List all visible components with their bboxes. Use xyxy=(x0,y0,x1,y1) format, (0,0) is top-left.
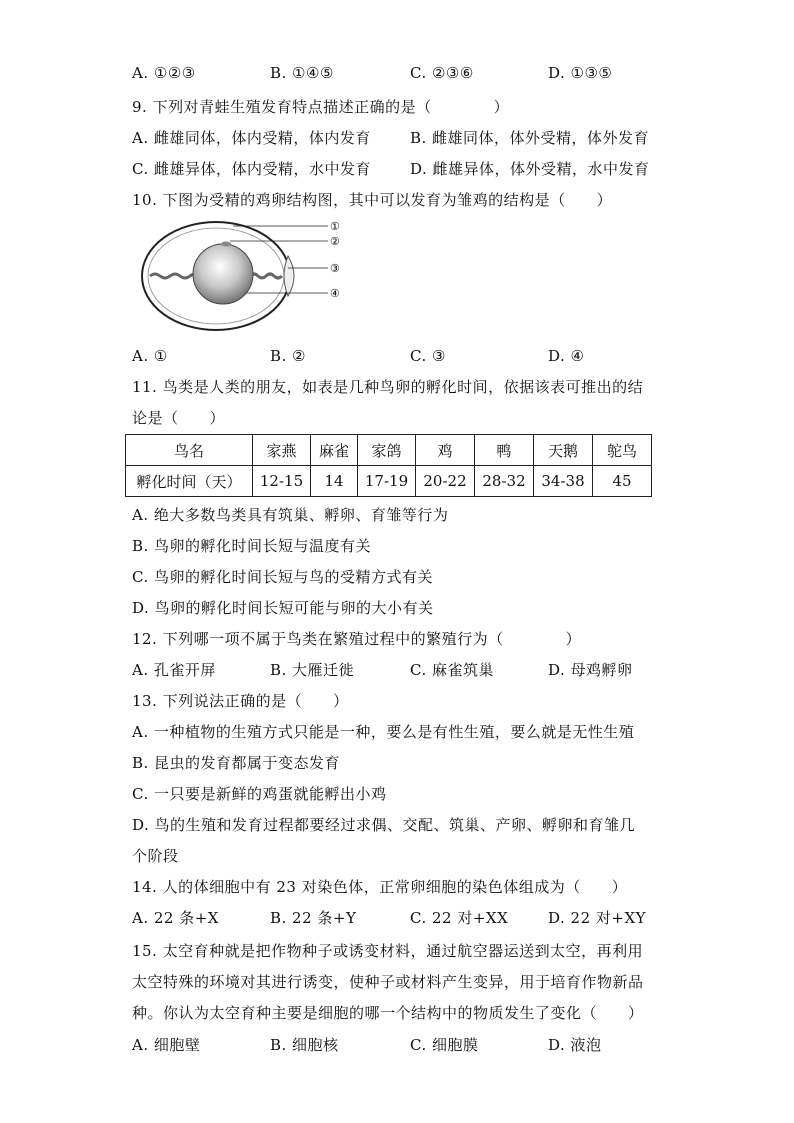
q13-option-d-continuation: 个阶段 xyxy=(132,847,179,865)
table-cell: 鸟名 xyxy=(126,435,253,466)
q12-option-b: B. 大雁迁徙 xyxy=(270,661,355,679)
q11-option-b: B. 鸟卵的孵化时间长短与温度有关 xyxy=(132,537,372,555)
table-cell: 天鹅 xyxy=(534,435,593,466)
q10-option-a: A. ① xyxy=(132,347,168,365)
q12-option-c: C. 麻雀筑巢 xyxy=(410,661,494,679)
table-cell: 28-32 xyxy=(475,466,534,497)
egg-structure-diagram xyxy=(138,216,348,336)
q11-option-d: D. 鸟卵的孵化时间长短可能与卵的大小有关 xyxy=(132,599,434,617)
q13-option-a: A. 一种植物的生殖方式只能是一种，要么是有性生殖，要么就是无性生殖 xyxy=(132,723,635,741)
q11-option-c: C. 鸟卵的孵化时间长短与鸟的受精方式有关 xyxy=(132,568,433,586)
table-cell: 麻雀 xyxy=(311,435,358,466)
q13-option-c: C. 一只要是新鲜的鸡蛋就能孵出小鸡 xyxy=(132,785,387,803)
q12-option-a: A. 孔雀开屏 xyxy=(132,661,216,679)
figure-label-1: ① xyxy=(330,220,340,233)
table-cell: 鸵鸟 xyxy=(593,435,652,466)
q14-stem: 14. 人的体细胞中有 23 对染色体，正常卵细胞的染色体组成为（ ） xyxy=(132,878,628,896)
table-cell: 20-22 xyxy=(416,466,475,497)
air-cell xyxy=(284,256,294,296)
q9-option-d: D. 雌雄异体，体外受精，水中发育 xyxy=(410,160,650,178)
q10-stem: 10. 下图为受精的鸡卵结构图，其中可以发育为雏鸡的结构是（ ） xyxy=(132,191,613,209)
table-cell: 14 xyxy=(311,466,358,497)
table-row xyxy=(126,435,652,466)
q13-option-d: D. 鸟的生殖和发育过程都要经过求偶、交配、筑巢、产卵、孵卵和育雏几 xyxy=(132,816,636,834)
q8-option-a: A. ①②③ xyxy=(132,64,196,82)
table-cell: 家燕 xyxy=(253,435,311,466)
yolk xyxy=(193,244,253,304)
q15-option-b: B. 细胞核 xyxy=(270,1036,339,1054)
table-cell: 鸡 xyxy=(416,435,475,466)
q11-stem-line1: 11. 鸟类是人类的朋友，如表是几种鸟卵的孵化时间，依据该表可推出的结 xyxy=(132,378,644,396)
q14-option-d: D. 22 对+XY xyxy=(548,909,647,927)
q14-option-c: C. 22 对+XX xyxy=(410,909,509,927)
table-cell: 孵化时间（天） xyxy=(126,466,253,497)
q8-option-b: B. ①④⑤ xyxy=(270,64,334,82)
q9-option-a: A. 雌雄同体，体内受精，体内发育 xyxy=(132,129,371,147)
table-cell: 34-38 xyxy=(534,466,593,497)
q13-option-b: B. 昆虫的发育都属于变态发育 xyxy=(132,754,341,772)
q10-option-d: D. ④ xyxy=(548,347,585,365)
q15-option-a: A. 细胞壁 xyxy=(132,1036,201,1054)
q13-stem: 13. 下列说法正确的是（ ） xyxy=(132,692,349,710)
q12-stem: 12. 下列哪一项不属于鸟类在繁殖过程中的繁殖行为（ ） xyxy=(132,630,582,648)
hatching-time-table xyxy=(125,434,652,497)
q15-option-d: D. 液泡 xyxy=(548,1036,602,1054)
q15-stem-line2: 太空特殊的环境对其进行诱变，使种子或材料产生变异，用于培育作物新品 xyxy=(132,973,644,991)
q15-stem-line3: 种。你认为太空育种主要是细胞的哪一个结构中的物质发生了变化（ ） xyxy=(132,1004,644,1022)
q8-option-d: D. ①③⑤ xyxy=(548,64,613,82)
table-cell: 鸭 xyxy=(475,435,534,466)
figure-label-3: ③ xyxy=(330,262,340,275)
q14-option-a: A. 22 条+X xyxy=(132,909,219,927)
q15-option-c: C. 细胞膜 xyxy=(410,1036,479,1054)
q9-stem: 9. 下列对青蛙生殖发育特点描述正确的是（ ） xyxy=(132,98,510,116)
q11-option-a: A. 绝大多数鸟类具有筑巢、孵卵、育雏等行为 xyxy=(132,506,449,524)
q9-option-b: B. 雌雄同体，体外受精，体外发育 xyxy=(410,129,650,147)
table-cell: 17-19 xyxy=(358,466,416,497)
germinal-disc xyxy=(221,242,231,247)
table-cell: 12-15 xyxy=(253,466,311,497)
q10-option-b: B. ② xyxy=(270,347,307,365)
q8-option-c: C. ②③⑥ xyxy=(410,64,474,82)
figure-label-4: ④ xyxy=(330,287,340,300)
q14-option-b: B. 22 条+Y xyxy=(270,909,357,927)
q10-option-c: C. ③ xyxy=(410,347,446,365)
q15-stem-line1: 15. 太空育种就是把作物种子或诱变材料，通过航空器运送到太空，再利用 xyxy=(132,942,644,960)
table-cell: 45 xyxy=(593,466,652,497)
table-cell: 家鸽 xyxy=(358,435,416,466)
q9-option-c: C. 雌雄异体，体内受精，水中发育 xyxy=(132,160,371,178)
q11-stem-line2: 论是（ ） xyxy=(132,409,226,427)
figure-label-2: ② xyxy=(330,235,340,248)
table-row xyxy=(126,466,652,497)
q12-option-d: D. 母鸡孵卵 xyxy=(548,661,633,679)
